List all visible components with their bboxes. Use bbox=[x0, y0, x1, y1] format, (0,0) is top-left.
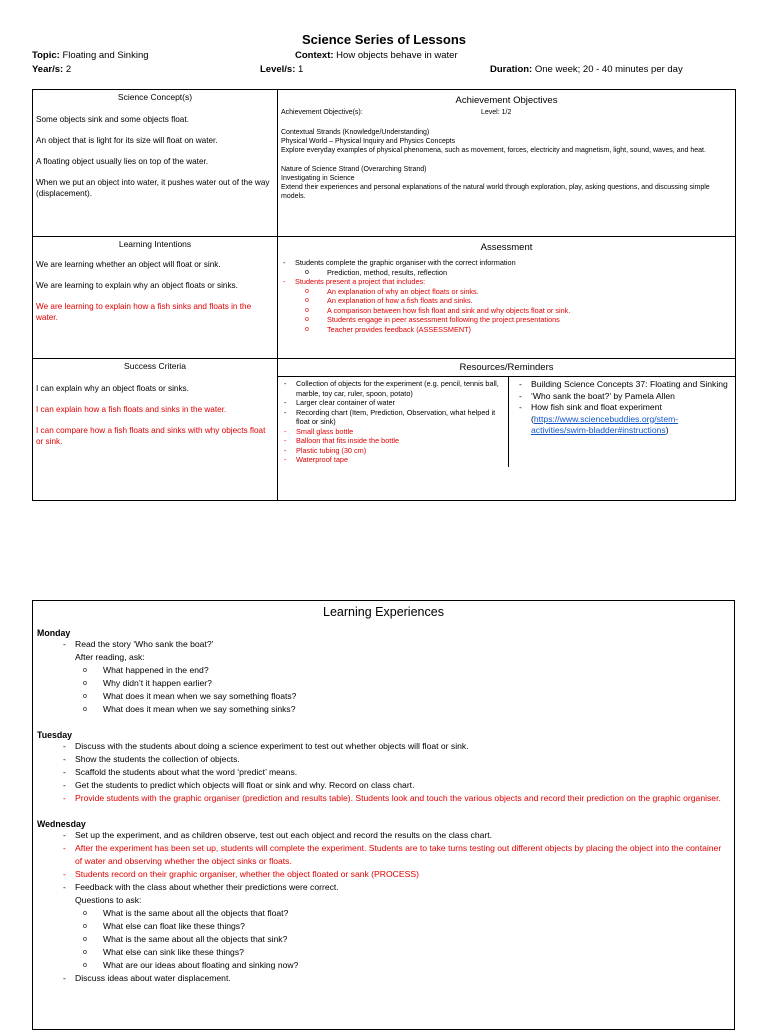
wednesday-question: o What are our ideas about floating and sinking now? bbox=[103, 959, 734, 972]
resources-header: Resources/Reminders bbox=[278, 359, 735, 377]
wednesday-item: - Discuss ideas about water displacement. bbox=[75, 972, 734, 985]
wednesday-after: Questions to ask: bbox=[75, 895, 142, 905]
achievement-objectives-cell bbox=[278, 90, 736, 237]
intention-item: We are learning to explain why an object floats or sinks. bbox=[36, 281, 238, 290]
learning-intentions-cell bbox=[33, 237, 278, 359]
nos-strand: Nature of Science Strand (Overarching Strand) bbox=[281, 166, 427, 173]
resources-cell bbox=[278, 359, 736, 501]
science-concepts-cell bbox=[33, 90, 278, 237]
learning-experiences-box bbox=[32, 600, 735, 1030]
resource-item: - Small glass bottle bbox=[296, 427, 504, 437]
day-monday: Monday bbox=[37, 628, 71, 638]
intention-item: We are learning to explain how a fish sinks and floats in the water. bbox=[36, 302, 252, 322]
success-item: I can explain why an object floats or sinks. bbox=[36, 384, 189, 393]
contextual-strand: Contextual Strands (Knowledge/Understanding) bbox=[281, 129, 430, 136]
assessment-subitem: o Students engage in peer assessment following the project presentations bbox=[327, 315, 732, 325]
assessment-header: Assessment bbox=[480, 242, 533, 253]
assessment-subitem: o Teacher provides feedback (ASSESSMENT) bbox=[327, 325, 732, 335]
assessment-item: - Students present a project that includes: o An explanation of why an object floats or sinks. o An explanation of how a fish floats and sinks. o A comparison between how fish float and sink and why objects float or sink. o Students engage in peer assessment following the project presentations o Teacher provides feedback (ASSESSMENT) bbox=[295, 277, 732, 334]
wednesday-question: o What else can float like these things? bbox=[103, 920, 734, 933]
reminder-item: - ‘Who sank the boat?’ by Pamela Allen bbox=[531, 391, 731, 403]
lesson-plan-table bbox=[32, 89, 736, 501]
resource-item: - Waterproof tape bbox=[296, 455, 504, 465]
monday-question: o What happened in the end? bbox=[103, 664, 734, 677]
assessment-item: - Students complete the graphic organiser with the correct information o Prediction, method, results, reflection bbox=[295, 258, 732, 277]
science-concepts-header: Science Concept(s) bbox=[117, 92, 193, 102]
nos-strand-sub: Investigating in Science bbox=[281, 175, 355, 182]
success-criteria-header: Success Criteria bbox=[124, 361, 186, 371]
resource-item: - Plastic tubing (30 cm) bbox=[296, 446, 504, 456]
day-wednesday: Wednesday bbox=[37, 819, 86, 829]
topic-line: Topic: Floating and Sinking bbox=[32, 50, 149, 61]
wednesday-question: o What is the same about all the objects that sink? bbox=[103, 933, 734, 946]
monday-item: - Read the story ‘Who sank the boat?’ bbox=[75, 638, 734, 651]
assessment-subitem: o An explanation of how a fish floats and sinks. bbox=[327, 296, 732, 306]
learning-experiences-header: Learning Experiences bbox=[323, 605, 444, 619]
wednesday-question: o What is the same about all the objects that float? bbox=[103, 907, 734, 920]
day-tuesday: Tuesday bbox=[37, 730, 73, 740]
resource-item: - Recording chart (Item, Prediction, Observation, what helped it float or sink) bbox=[296, 408, 504, 427]
assessment-cell bbox=[278, 237, 736, 359]
ao-label: Achievement Objective(s): bbox=[281, 109, 363, 116]
reminder-item: - Building Science Concepts 37: Floating and Sinking bbox=[531, 379, 731, 391]
intention-item: We are learning whether an object will float or sink. bbox=[36, 260, 221, 269]
contextual-strand-sub: Physical World – Physical Inquiry and Physics Concepts bbox=[281, 138, 456, 145]
nos-strand-text: Extend their experiences and personal explanations of the natural world through exploration, play, asking questions, and discussing simple models. bbox=[281, 184, 710, 200]
tuesday-item: - Scaffold the students about what the word ‘predict’ means. bbox=[75, 766, 726, 779]
assessment-subitem: o An explanation of why an object floats or sinks. bbox=[327, 287, 732, 297]
learning-intentions-header: Learning Intentions bbox=[118, 239, 192, 249]
duration-line: Duration: One week; 20 - 40 minutes per day bbox=[490, 64, 683, 75]
achievement-objectives-header: Achievement Objectives bbox=[455, 95, 558, 106]
resource-item: - Collection of objects for the experiment (e.g. pencil, tennis ball, marble, toy car, ruler, spoon, potato) bbox=[296, 379, 504, 398]
tuesday-item: - Discuss with the students about doing a science experiment to test out whether objects will float or sink. bbox=[75, 740, 726, 753]
contextual-strand-text: Explore everyday examples of physical phenomena, such as movement, forces, electricity and magnetism, light, sound, waves, and heat. bbox=[281, 147, 706, 154]
level-line: Level/s: 1 bbox=[260, 64, 304, 75]
wednesday-question: o What else can sink like these things? bbox=[103, 946, 734, 959]
year-line: Year/s: 2 bbox=[32, 64, 72, 75]
wednesday-item: - Students record on their graphic organiser, whether the object floated or sank (PROCESS) bbox=[75, 868, 726, 881]
wednesday-item: - Set up the experiment, and as children observe, test out each object and record the results on the class chart. bbox=[75, 829, 726, 842]
monday-question: o Why didn’t it happen earlier? bbox=[103, 677, 734, 690]
success-item: I can compare how a fish floats and sinks with why objects float or sink. bbox=[36, 426, 266, 446]
concept-item: A floating object usually lies on top of the water. bbox=[36, 157, 209, 166]
swim-bladder-link[interactable]: https://www.sciencebuddies.org/stem-activities/swim-bladder#instructions bbox=[531, 413, 679, 435]
wednesday-item: - Feedback with the class about whether their predictions were correct. bbox=[75, 881, 726, 894]
monday-question: o What does it mean when we say something sinks? bbox=[103, 703, 734, 716]
concept-item: When we put an object into water, it pushes water out of the way (displacement). bbox=[36, 178, 270, 198]
tuesday-item: - Get the students to predict which objects will float or sink and why. Record on class chart. bbox=[75, 779, 726, 792]
page-title: Science Series of Lessons bbox=[301, 32, 467, 47]
context-line: Context: How objects behave in water bbox=[295, 50, 458, 61]
resource-item: - Balloon that fits inside the bottle bbox=[296, 436, 504, 446]
assessment-subitem: o Prediction, method, results, reflection bbox=[327, 268, 732, 278]
success-criteria-cell bbox=[33, 359, 278, 501]
resource-item: - Larger clear container of water bbox=[296, 398, 504, 408]
monday-after: After reading, ask: bbox=[75, 652, 145, 662]
tuesday-item: - Show the students the collection of objects. bbox=[75, 753, 726, 766]
wednesday-item: - After the experiment has been set up, students will complete the experiment. Students are to take turns testing out different objects by placing the object into the container of water and observing whether the object sinks or floats. bbox=[75, 842, 726, 868]
assessment-subitem: o A comparison between how fish float and sink and why objects float or sink. bbox=[327, 306, 732, 316]
success-item: I can explain how a fish floats and sinks in the water. bbox=[36, 405, 227, 414]
tuesday-item: - Provide students with the graphic organiser (prediction and results table). Students look and touch the various objects and record their prediction on the graphic organiser. bbox=[75, 792, 726, 805]
reminder-item: - How fish sink and float experiment (https://www.sciencebuddies.org/stem-activities/swim-bladder#instructions) bbox=[531, 402, 731, 437]
monday-question: o What does it mean when we say something floats? bbox=[103, 690, 734, 703]
concept-item: Some objects sink and some objects float. bbox=[36, 115, 189, 124]
ao-level: Level: 1/2 bbox=[481, 109, 512, 116]
concept-item: An object that is light for its size will float on water. bbox=[36, 136, 218, 145]
